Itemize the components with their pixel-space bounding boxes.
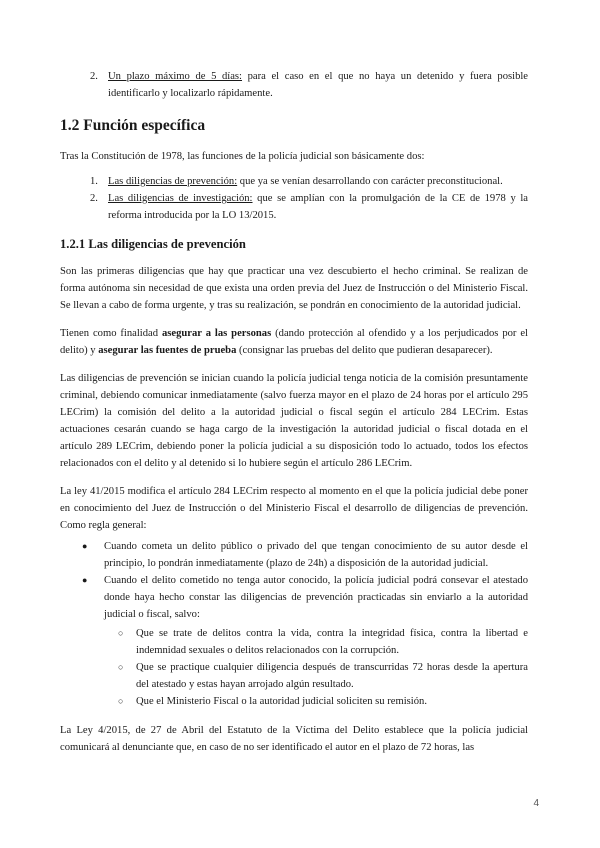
- circle-bullet-icon: ○: [118, 696, 124, 706]
- text-run: (consignar las pruebas del delito que pudieran desaparecer).: [236, 345, 493, 356]
- section-intro: Tras la Constitución de 1978, las funciones de la policía judicial son básicamente dos:: [60, 151, 425, 162]
- item-label: Las diligencias de prevención:: [108, 176, 238, 187]
- item-description: que ya se venían desarrollando con carácter preconstitucional.: [237, 176, 503, 187]
- item-text: [108, 173, 503, 190]
- paragraph: La Ley 4/2015, de 27 de Abril del Estatuto de la Víctima del Delito establece que la policía judicial comunicará al denunciante que, en caso de no ser identificado el autor en el plazo de 72 horas, las: [60, 725, 528, 753]
- item-number: 1.: [90, 176, 98, 187]
- text-run: Tienen como finalidad: [60, 328, 162, 339]
- list-item: [90, 190, 528, 224]
- subsection-heading-diligencias-prevencion: 1.2.1 Las diligencias de prevención: [60, 237, 246, 251]
- item-description: que se amplían con la promulgación de la CE de 1978 y la reforma introducida por la LO 13/2015.: [108, 193, 529, 221]
- bullet-text: Cuando el delito cometido no tenga autor conocido, la policía judicial podrá consevar el atestado donde haya hecho constar las diligencias de prevención practicadas sin enviarlo a la autoridad judicial o fiscal, salvo:: [104, 575, 528, 620]
- bullet-list: [82, 538, 528, 712]
- circle-bullet-icon: ○: [118, 662, 124, 672]
- paragraph: La ley 41/2015 modifica el artículo 284 LECrim respecto al momento en el que la policía judicial debe poner en conocimiento del Juez de Instrucción o del Ministerio Fiscal el desarrollo de diligencias de prevención. Como regla general:: [60, 486, 528, 531]
- item-label: Las diligencias de investigación:: [108, 193, 253, 204]
- item-number: 2.: [90, 71, 98, 82]
- sub-bullet-text: Que se practique cualquier diligencia después de transcurridas 72 horas desde la apertura del atestado y estas hayan arrojado algún resultado.: [136, 662, 528, 690]
- paragraph: Las diligencias de prevención se inician cuando la policía judicial tenga noticia de la comisión presuntamente criminal, debiendo comunicar inmediatamente (salvo fuerza mayor en el plazo de 24 horas por el artículo 295 LECrim) la comisión del delito a la autoridad judicial o fiscal según el artículo 284 LECrim. Estas actuaciones cesarán cuando se haga cargo de la investigación la autoridad judicial o fiscal dotada en el artículo 289 LECrim, debiendo poner la policía judicial a su disposición todo lo actuado, todos los efectos relacionados con el delito y al detenido si lo hubiere según el artículo 286 LECrim.: [60, 373, 528, 469]
- item-number: 2.: [90, 193, 98, 204]
- bold-text: asegurar las fuentes de prueba: [98, 345, 237, 356]
- paragraph: [60, 325, 528, 359]
- bullet-icon: ●: [82, 541, 88, 551]
- bullet-icon: ●: [82, 575, 88, 585]
- page-content: [60, 68, 528, 756]
- text-run: (dando protección al ofendido y a los perjudicados por el delito) y: [60, 328, 529, 356]
- numbered-item-plazo: [90, 68, 528, 102]
- list-item: [82, 572, 528, 712]
- sub-list-item: [118, 659, 528, 693]
- paragraph: Son las primeras diligencias que hay que practicar una vez descubierto el hecho criminal. Se realizan de forma autónoma sin necesidad de que exista una orden previa del Juez de Instrucción o del Ministerio Fiscal. Se llevan a cabo de forma urgente, y tras su realización, se pondrán en conocimiento de la autoridad judicial.: [60, 266, 528, 311]
- sub-list-item: [118, 693, 528, 710]
- item-description: para el caso en el que no haya un detenido y fuera posible identificarlo y localizarlo rápidamente.: [108, 71, 529, 99]
- sub-bullet-list: [118, 625, 528, 710]
- section-heading-funcion-especifica: 1.2 Función específica: [60, 117, 206, 134]
- item-label: Un plazo máximo de 5 días:: [108, 71, 243, 82]
- item-text: [108, 190, 528, 224]
- sub-bullet-text: Que el Ministerio Fiscal o la autoridad judicial soliciten su remisión.: [136, 696, 427, 707]
- sub-bullet-text: Que se trate de delitos contra la vida, contra la integridad física, contra la libertad e indemnidad sexuales o delitos relacionados con la corrupción.: [136, 628, 528, 656]
- page-number: 4: [533, 798, 539, 809]
- bullet-text: Cuando cometa un delito público o privado del que tengan conocimiento de su autor desde el principio, lo pondrán inmediatamente (plazo de 24h) a disposición de la autoridad judicial.: [104, 541, 528, 569]
- list-item: [90, 173, 528, 190]
- item-text: [108, 68, 528, 102]
- sub-list-item: [118, 625, 528, 659]
- functions-list: [90, 173, 528, 224]
- bold-text: asegurar a las personas: [161, 328, 272, 339]
- circle-bullet-icon: ○: [118, 628, 124, 638]
- list-item: [82, 538, 528, 572]
